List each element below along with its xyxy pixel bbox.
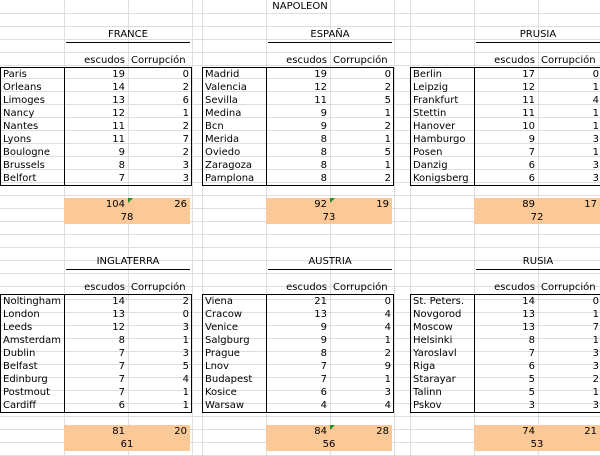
corrupcion-cell[interactable]: 0 xyxy=(182,309,189,320)
escudos-cell[interactable]: 13 xyxy=(314,309,327,320)
country-header[interactable]: RUSIA xyxy=(522,256,554,267)
corrupcion-cell[interactable]: 4 xyxy=(592,95,599,106)
total-corrupcion[interactable]: 17 xyxy=(584,199,597,210)
corrupcion-cell[interactable]: 1 xyxy=(592,121,599,132)
city-cell[interactable]: Oviedo xyxy=(205,147,241,158)
corrupcion-cell[interactable]: 3 xyxy=(384,387,391,398)
grid-row-line xyxy=(0,26,600,27)
header-underline xyxy=(268,269,392,270)
corrupcion-cell[interactable]: 0 xyxy=(592,69,599,80)
cell-comment-marker xyxy=(330,425,335,430)
grid-row-line xyxy=(0,195,600,196)
escudos-cell[interactable]: 7 xyxy=(118,173,125,184)
city-cell[interactable]: Nantes xyxy=(3,121,39,132)
city-cell[interactable]: Viena xyxy=(205,296,234,307)
total-corrupcion[interactable]: 19 xyxy=(376,199,389,210)
corrupcion-cell[interactable]: 1 xyxy=(182,387,189,398)
city-cell[interactable]: Starayar xyxy=(413,374,456,385)
corrupcion-cell[interactable]: 1 xyxy=(182,400,189,411)
corrupcion-cell[interactable]: 2 xyxy=(384,82,391,93)
column-header-corrupcion[interactable]: Corrupción xyxy=(131,55,186,66)
total-corrupcion[interactable]: 21 xyxy=(584,426,597,437)
column-header-escudos[interactable]: escudos xyxy=(286,55,327,66)
corrupcion-cell[interactable]: 1 xyxy=(182,108,189,119)
city-cell[interactable]: Bcn xyxy=(205,121,224,132)
column-header-escudos[interactable]: escudos xyxy=(286,282,327,293)
corrupcion-cell[interactable]: 1 xyxy=(592,387,599,398)
city-cell[interactable]: Merida xyxy=(205,134,240,145)
corrupcion-cell[interactable]: 4 xyxy=(384,400,391,411)
escudos-cell[interactable]: 14 xyxy=(112,296,125,307)
escudos-cell[interactable]: 7 xyxy=(528,348,535,359)
country-header[interactable]: AUSTRIA xyxy=(308,256,352,267)
city-cell[interactable]: Amsterdam xyxy=(3,335,62,346)
total-escudos[interactable]: 104 xyxy=(105,199,125,210)
city-cell[interactable]: Lyons xyxy=(3,134,32,145)
country-header[interactable]: FRANCE xyxy=(108,29,148,40)
escudos-cell[interactable]: 7 xyxy=(118,387,125,398)
corrupcion-cell[interactable]: 6 xyxy=(182,95,189,106)
cell-comment-marker xyxy=(330,198,335,203)
total-corrupcion[interactable]: 20 xyxy=(174,426,187,437)
city-cell[interactable]: Stettin xyxy=(413,108,447,119)
corrupcion-cell[interactable]: 5 xyxy=(182,361,189,372)
corrupcion-cell[interactable]: 3 xyxy=(182,160,189,171)
escudos-cell[interactable]: 13 xyxy=(112,95,125,106)
grid-row-line xyxy=(0,247,600,248)
city-cell[interactable]: Sevilla xyxy=(205,95,238,106)
escudos-cell[interactable]: 7 xyxy=(118,374,125,385)
city-cell[interactable]: Limoges xyxy=(3,95,45,106)
table-bottom-border xyxy=(0,185,192,186)
city-cell[interactable]: Dublin xyxy=(3,348,36,359)
escudos-cell[interactable]: 12 xyxy=(314,82,327,93)
city-cell[interactable]: Hanover xyxy=(413,121,456,132)
grid-row-line xyxy=(0,52,600,53)
column-header-corrupcion[interactable]: Corrupción xyxy=(541,55,596,66)
corrupcion-cell[interactable]: 9 xyxy=(384,361,391,372)
corrupcion-cell[interactable]: 2 xyxy=(182,82,189,93)
city-cell[interactable]: Moscow xyxy=(413,322,453,333)
city-cell[interactable]: Cracow xyxy=(205,309,243,320)
city-cell[interactable]: Hamburgo xyxy=(413,134,466,145)
city-cell[interactable]: Madrid xyxy=(205,69,240,80)
corrupcion-cell[interactable]: 3 xyxy=(182,348,189,359)
corrupcion-cell[interactable]: 1 xyxy=(592,82,599,93)
escudos-cell[interactable]: 11 xyxy=(314,95,327,106)
grid-column-line xyxy=(394,0,395,456)
corrupcion-cell[interactable]: 3 xyxy=(592,160,599,171)
corrupcion-cell[interactable]: 2 xyxy=(384,121,391,132)
table-bottom-border xyxy=(410,185,600,186)
escudos-cell[interactable]: 7 xyxy=(118,361,125,372)
city-cell[interactable]: Medina xyxy=(205,108,242,119)
corrupcion-cell[interactable]: 2 xyxy=(182,296,189,307)
city-cell[interactable]: Talinn xyxy=(413,387,442,398)
escudos-cell[interactable]: 7 xyxy=(118,348,125,359)
corrupcion-cell[interactable]: 1 xyxy=(384,160,391,171)
city-cell[interactable]: Warsaw xyxy=(205,400,245,411)
city-cell[interactable]: Frankfurt xyxy=(413,95,459,106)
column-header-escudos[interactable]: escudos xyxy=(84,55,125,66)
city-cell[interactable]: Posen xyxy=(413,147,443,158)
header-underline xyxy=(476,42,600,43)
city-cell[interactable]: Lnov xyxy=(205,361,229,372)
table-bottom-border xyxy=(202,185,394,186)
grid-row-line xyxy=(0,234,600,235)
corrupcion-cell[interactable]: 5 xyxy=(384,147,391,158)
escudos-cell[interactable]: 13 xyxy=(522,322,535,333)
escudos-cell[interactable]: 7 xyxy=(320,374,327,385)
corrupcion-cell[interactable]: 2 xyxy=(182,121,189,132)
column-header-corrupcion[interactable]: Corrupción xyxy=(131,282,186,293)
city-cell[interactable]: Edinburg xyxy=(3,374,48,385)
corrupcion-cell[interactable]: 4 xyxy=(182,374,189,385)
city-cell[interactable]: Danzig xyxy=(413,160,448,171)
net-total[interactable]: 78 xyxy=(120,212,134,223)
corrupcion-cell[interactable]: 7 xyxy=(182,134,189,145)
corrupcion-cell[interactable]: 2 xyxy=(592,374,599,385)
escudos-cell[interactable]: 5 xyxy=(528,387,535,398)
escudos-cell[interactable]: 14 xyxy=(112,82,125,93)
grid-row-line xyxy=(0,273,600,274)
corrupcion-cell[interactable]: 1 xyxy=(384,335,391,346)
city-cell[interactable]: Brussels xyxy=(3,160,45,171)
escudos-cell[interactable]: 11 xyxy=(522,95,535,106)
escudos-cell[interactable]: 8 xyxy=(118,160,125,171)
escudos-cell[interactable]: 8 xyxy=(118,335,125,346)
escudos-cell[interactable]: 14 xyxy=(522,296,535,307)
corrupcion-cell[interactable]: 0 xyxy=(384,296,391,307)
city-cell[interactable]: Helsinki xyxy=(413,335,453,346)
city-cell[interactable]: Berlin xyxy=(413,69,443,80)
escudos-cell[interactable]: 10 xyxy=(522,121,535,132)
net-total[interactable]: 56 xyxy=(322,439,336,450)
total-corrupcion[interactable]: 26 xyxy=(174,199,187,210)
escudos-cell[interactable]: 21 xyxy=(314,296,327,307)
column-header-corrupcion[interactable]: Corrupción xyxy=(541,282,596,293)
escudos-cell[interactable]: 7 xyxy=(320,361,327,372)
total-escudos[interactable]: 92 xyxy=(314,199,327,210)
grid-row-line xyxy=(0,13,600,14)
city-cell[interactable]: St. Peters. xyxy=(413,296,465,307)
header-underline xyxy=(66,269,190,270)
column-header-escudos[interactable]: escudos xyxy=(84,282,125,293)
corrupcion-cell[interactable]: 2 xyxy=(384,348,391,359)
table-bottom-border xyxy=(0,412,192,413)
corrupcion-cell[interactable]: 1 xyxy=(384,134,391,145)
escudos-cell[interactable]: 19 xyxy=(314,69,327,80)
escudos-cell[interactable]: 12 xyxy=(112,108,125,119)
corrupcion-cell[interactable]: 3 xyxy=(592,134,599,145)
city-cell[interactable]: Valencia xyxy=(205,82,247,93)
city-cell[interactable]: Budapest xyxy=(205,374,253,385)
escudos-cell[interactable]: 8 xyxy=(320,160,327,171)
city-cell[interactable]: Prague xyxy=(205,348,240,359)
table-bottom-border xyxy=(202,412,394,413)
city-cell[interactable]: Belfort xyxy=(3,173,37,184)
escudos-cell[interactable]: 7 xyxy=(528,147,535,158)
total-escudos[interactable]: 81 xyxy=(112,426,125,437)
total-corrupcion[interactable]: 28 xyxy=(376,426,389,437)
city-cell[interactable]: Orleans xyxy=(3,82,42,93)
city-cell[interactable]: Yaroslavl xyxy=(413,348,457,359)
corrupcion-cell[interactable]: 1 xyxy=(592,147,599,158)
city-cell[interactable]: Konigsberg xyxy=(413,173,469,184)
escudos-cell[interactable]: 13 xyxy=(112,309,125,320)
escudos-cell[interactable]: 11 xyxy=(112,121,125,132)
corrupcion-cell[interactable]: 0 xyxy=(384,69,391,80)
corrupcion-cell[interactable]: 3 xyxy=(592,348,599,359)
column-header-escudos[interactable]: escudos xyxy=(494,282,535,293)
city-cell[interactable]: Riga xyxy=(413,361,436,372)
corrupcion-cell[interactable]: 1 xyxy=(592,335,599,346)
escudos-cell[interactable]: 3 xyxy=(528,400,535,411)
city-cell[interactable]: Nancy xyxy=(3,108,35,119)
escudos-cell[interactable]: 8 xyxy=(320,147,327,158)
city-cell[interactable]: Boulogne xyxy=(3,147,51,158)
city-cell[interactable]: Postmout xyxy=(3,387,51,398)
city-cell[interactable]: London xyxy=(3,309,40,320)
city-cell[interactable]: Pamplona xyxy=(205,173,255,184)
corrupcion-cell[interactable]: 3 xyxy=(182,173,189,184)
city-cell[interactable]: Leeds xyxy=(3,322,33,333)
escudos-cell[interactable]: 9 xyxy=(528,134,535,145)
escudos-cell[interactable]: 8 xyxy=(320,134,327,145)
country-header[interactable]: INGLATERRA xyxy=(96,256,160,267)
escudos-cell[interactable]: 5 xyxy=(528,374,535,385)
escudos-cell[interactable]: 19 xyxy=(112,69,125,80)
cell-comment-marker xyxy=(128,198,133,203)
grid-column-line xyxy=(192,0,193,456)
net-total[interactable]: 72 xyxy=(530,212,544,223)
header-underline xyxy=(268,42,392,43)
escudos-cell[interactable]: 6 xyxy=(118,400,125,411)
corrupcion-cell[interactable]: 2 xyxy=(384,173,391,184)
sheet-title[interactable]: NAPOLEON xyxy=(272,1,328,12)
column-header-corrupcion[interactable]: Corrupción xyxy=(333,282,388,293)
column-header-escudos[interactable]: escudos xyxy=(494,55,535,66)
corrupcion-cell[interactable]: 3 xyxy=(182,322,189,333)
total-escudos[interactable]: 84 xyxy=(314,426,327,437)
escudos-cell[interactable]: 8 xyxy=(320,348,327,359)
corrupcion-cell[interactable]: 7 xyxy=(592,322,599,333)
escudos-cell[interactable]: 12 xyxy=(522,82,535,93)
city-cell[interactable]: Leipzig xyxy=(413,82,449,93)
escudos-cell[interactable]: 13 xyxy=(522,309,535,320)
city-cell[interactable]: Belfast xyxy=(3,361,38,372)
table-bottom-border xyxy=(410,412,600,413)
header-underline xyxy=(476,269,600,270)
city-cell[interactable]: Noltingham xyxy=(3,296,61,307)
city-cell[interactable]: Cardiff xyxy=(3,400,37,411)
corrupcion-cell[interactable]: 4 xyxy=(384,309,391,320)
escudos-cell[interactable]: 11 xyxy=(112,134,125,145)
corrupcion-cell[interactable]: 1 xyxy=(592,309,599,320)
escudos-cell[interactable]: 9 xyxy=(320,335,327,346)
city-cell[interactable]: Salgburg xyxy=(205,335,250,346)
city-cell[interactable]: Novgorod xyxy=(413,309,462,320)
corrupcion-cell[interactable]: 1 xyxy=(182,335,189,346)
total-escudos[interactable]: 74 xyxy=(522,426,535,437)
net-total[interactable]: 53 xyxy=(530,439,544,450)
corrupcion-cell[interactable]: 0 xyxy=(182,69,189,80)
city-cell[interactable]: Zaragoza xyxy=(205,160,253,171)
country-header[interactable]: ESPAÑA xyxy=(310,29,350,40)
escudos-cell[interactable]: 9 xyxy=(118,147,125,158)
escudos-cell[interactable]: 17 xyxy=(522,69,535,80)
escudos-cell[interactable]: 6 xyxy=(528,173,535,184)
corrupcion-cell[interactable]: 3 xyxy=(592,400,599,411)
escudos-cell[interactable]: 4 xyxy=(320,400,327,411)
escudos-cell[interactable]: 9 xyxy=(320,121,327,132)
corrupcion-cell[interactable]: 2 xyxy=(182,147,189,158)
country-header[interactable]: PRUSIA xyxy=(519,29,557,40)
corrupcion-cell[interactable]: 3 xyxy=(592,173,599,184)
escudos-cell[interactable]: 12 xyxy=(112,322,125,333)
escudos-cell[interactable]: 11 xyxy=(522,108,535,119)
city-cell[interactable]: Pskov xyxy=(413,400,442,411)
corrupcion-cell[interactable]: 3 xyxy=(592,361,599,372)
city-cell[interactable]: Paris xyxy=(3,69,27,80)
escudos-cell[interactable]: 6 xyxy=(320,387,327,398)
column-header-corrupcion[interactable]: Corrupción xyxy=(333,55,388,66)
escudos-cell[interactable]: 8 xyxy=(320,173,327,184)
grid-row-line xyxy=(0,416,600,417)
header-underline xyxy=(66,42,190,43)
escudos-cell[interactable]: 9 xyxy=(320,108,327,119)
corrupcion-cell[interactable]: 1 xyxy=(592,108,599,119)
net-total[interactable]: 73 xyxy=(322,212,336,223)
corrupcion-cell[interactable]: 4 xyxy=(384,322,391,333)
escudos-cell[interactable]: 9 xyxy=(320,322,327,333)
total-escudos[interactable]: 89 xyxy=(522,199,535,210)
city-cell[interactable]: Venice xyxy=(205,322,238,333)
corrupcion-cell[interactable]: 0 xyxy=(592,296,599,307)
escudos-cell[interactable]: 6 xyxy=(528,160,535,171)
net-total[interactable]: 61 xyxy=(120,439,134,450)
corrupcion-cell[interactable]: 1 xyxy=(384,108,391,119)
escudos-cell[interactable]: 6 xyxy=(528,361,535,372)
city-cell[interactable]: Kosice xyxy=(205,387,237,398)
corrupcion-cell[interactable]: 5 xyxy=(384,95,391,106)
corrupcion-cell[interactable]: 1 xyxy=(384,374,391,385)
escudos-cell[interactable]: 8 xyxy=(528,335,535,346)
